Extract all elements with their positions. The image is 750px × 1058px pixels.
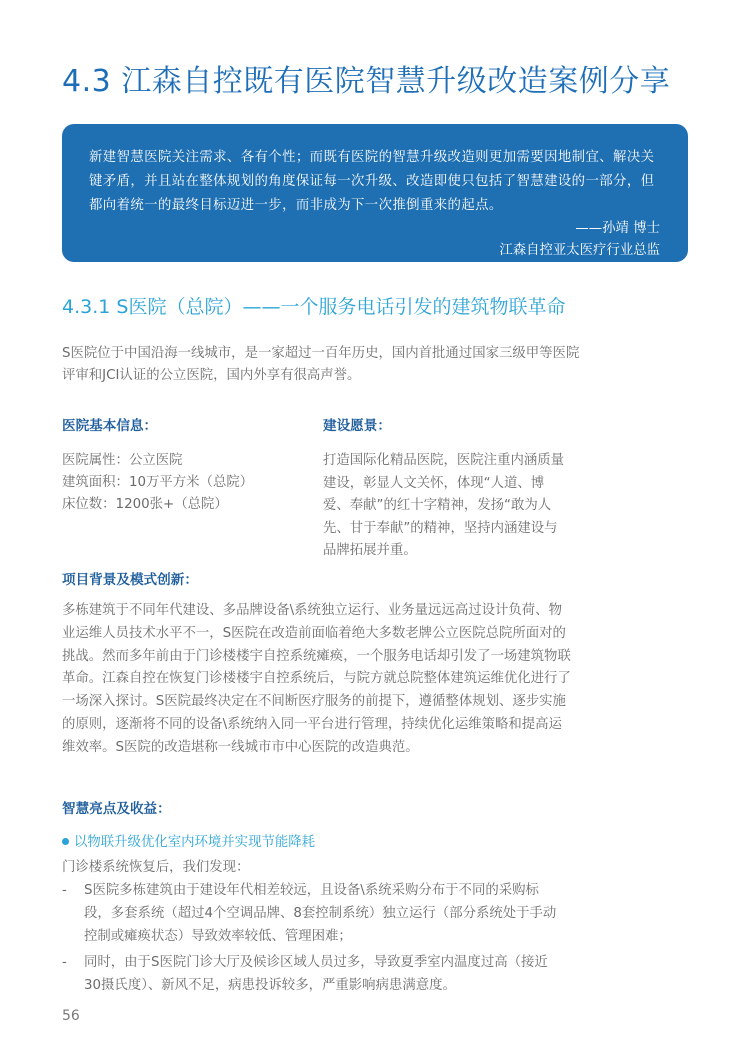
highlight-bullet-text: 以物联升级优化室内环境并实现节能降耗 xyxy=(74,835,316,850)
page-title: 4.3 江森自控既有医院智慧升级改造案例分享 xyxy=(62,64,671,99)
list-item xyxy=(62,880,562,948)
background-heading: 项目背景及模式创新： xyxy=(62,572,198,588)
list-item xyxy=(62,952,562,998)
dash-marker: - xyxy=(62,883,67,898)
intro-paragraph: S医院位于中国沿海一线城市，是一家超过一百年历史，国内首批通过国家三级甲等医院评审和JCI认证的公立医院，国内外享有很高声誉。 xyxy=(62,346,580,383)
quote-author: ——孙靖 博士 xyxy=(575,221,660,236)
basic-info-heading: 医院基本信息： xyxy=(62,418,158,434)
bullet-dot-icon xyxy=(62,838,69,845)
finding-text: 同时，由于S医院门诊大厅及候诊区域人员过多，导致夏季室内温度过高（接近30摄氏度）、新风不足，病患投诉较多，严重影响病患满意度。 xyxy=(84,955,548,994)
quote-box xyxy=(62,124,688,262)
page-number: 56 xyxy=(62,1008,80,1024)
highlights-heading: 智慧亮点及收益： xyxy=(62,801,171,817)
vision-heading: 建设愿景： xyxy=(323,418,391,434)
highlight-bullet xyxy=(62,832,315,854)
finding-text: S医院多栋建筑由于建设年代相差较远，且设备\系统采购分布于不同的采购标段，多套系统（超过4个空调品牌、8套控制系统）独立运行（部分系统处于手动控制或瘫痪状态）导致效率较低、管理困难； xyxy=(84,883,557,944)
findings-list xyxy=(62,880,562,1002)
quote-author-role: 江森自控亚太医疗行业总监 xyxy=(499,243,660,258)
dash-marker: - xyxy=(62,955,67,971)
basic-info-item: 床位数：1200张+（总院） xyxy=(62,497,228,512)
basic-info-item: 医院属性：公立医院 xyxy=(62,453,183,468)
basic-info-list xyxy=(62,450,253,516)
section-subtitle: 4.3.1 S医院（总院）——一个服务电话引发的建筑物联革命 xyxy=(62,296,566,318)
basic-info-item: 建筑面积：10万平方米（总院） xyxy=(62,475,254,490)
findings-intro: 门诊楼系统恢复后，我们发现： xyxy=(62,860,250,875)
quote-text: 新建智慧医院关注需求、各有个性；而既有医院的智慧升级改造则更加需要因地制宜、解决关键矛盾，并且站在整体规划的角度保证每一次升级、改造即使只包括了智慧建设的一部分，但都向着统一的最终目标迈进一步，而非成为下一次推倒重来的起点。 xyxy=(89,150,655,213)
background-paragraph: 多栋建筑于不同年代建设、多品牌设备\系统独立运行、业务量远远高过设计负荷、物业运维人员技术水平不一，S医院在改造前面临着绝大多数老牌公立医院总院所面对的挑战。然而多年前由于门诊楼楼宇自控系统瘫痪，一个服务电话却引发了一场建筑物联革命。江森自控在恢复门诊楼楼宇自控系统后，与院方就总院整体建筑运维优化进行了一场深入探讨。S医院最终决定在不间断医疗服务的前提下，遵循整体规划、逐步实施的原则，逐渐将不同的设备\系统纳入同一平台进行管理，持续优化运维策略和提高运维效率。S医院的改造堪称一线城市市中心医院的改造典范。 xyxy=(62,603,571,755)
vision-paragraph: 打造国际化精品医院，医院注重内涵质量建设，彰显人文关怀，体现“人道、博爱、奉献”的红十字精神，发扬“敢为人先、甘于奉献”的精神，坚持内涵建设与品牌拓展并重。 xyxy=(323,453,565,559)
